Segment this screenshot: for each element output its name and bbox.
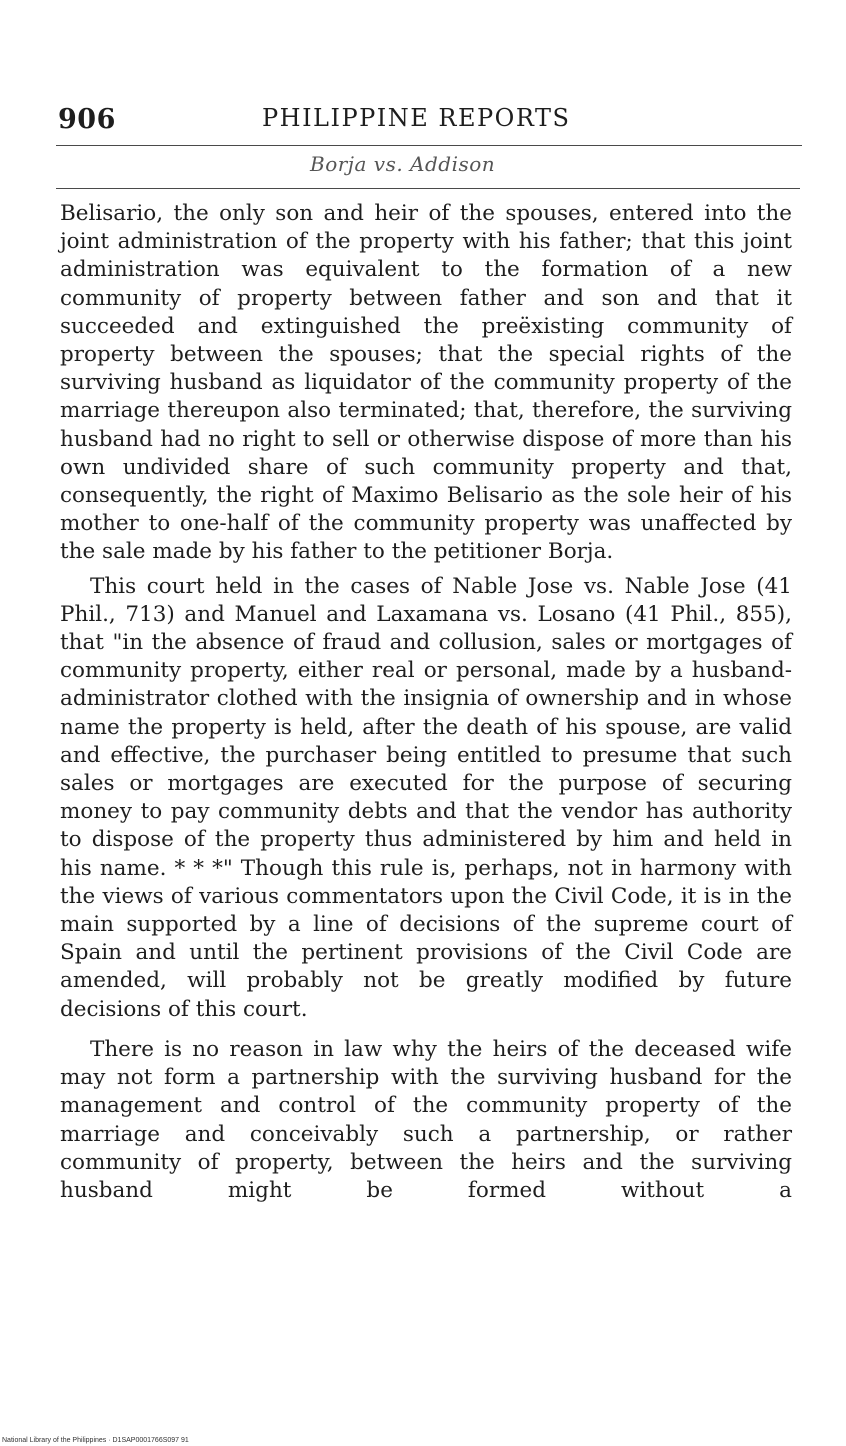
source-footer-note: National Library of the Philippines · D1SAP0001766S097 91 xyxy=(2,1437,189,1444)
header-rule-bottom xyxy=(56,188,800,189)
body-text xyxy=(60,200,792,1205)
header-rule-top xyxy=(56,145,802,146)
case-title: Borja vs. Addison xyxy=(310,152,496,176)
running-title: PHILIPPINE REPORTS xyxy=(262,104,571,132)
paragraph-partnership: There is no reason in law why the heirs of the deceased wife may not form a partnership with the surviving husband for the management and control of the community property of the marriage and conceivably such a partnership, or rather community of property, between the heirs and the surviving husband might be formed without a xyxy=(60,1036,792,1203)
paragraph-nable-jose: This court held in the cases of Nable Jose vs. Nable Jose (41 Phil., 713) and Manuel and Laxamana vs. Losano (41 Phil., 855), that "in the absence of fraud and collusion, sales or mortgages of community property, either real or personal, made by a husband-administrator clothed with the insignia of ownership and in whose name the property is held, after the death of his spouse, are valid and effective, the purchaser being entitled to presume that such sales or mortgages are executed for the purpose of securing money to pay community debts and that the vendor has authority to dispose of the property thus administered by him and held in his name. * * *" Though this rule is, perhaps, not in harmony with the views of various commentators upon the Civil Code, it is in the main supported by a line of decisions of the supreme court of Spain and until the pertinent provisions of the Civil Code are amended, will probably not be greatly modified by future decisions of this court. xyxy=(60,573,792,1022)
paragraph-continued: Belisario, the only son and heir of the spouses, entered into the joint administration of the property with his father; that this joint administration was equivalent to the formation of a new community of property between father and son and that it succeeded and extinguished the preëxisting community of property between the spouses; that the special rights of the surviving husband as liquidator of the community property of the marriage thereupon also terminated; that, therefore, the surviving husband had no right to sell or otherwise dispose of more than his own undivided share of such community property and that, consequently, the right of Maximo Belisario as the sole heir of his mother to one-half of the community property was unaffected by the sale made by his father to the petitioner Borja. xyxy=(60,201,792,565)
page-number: 906 xyxy=(58,104,116,135)
